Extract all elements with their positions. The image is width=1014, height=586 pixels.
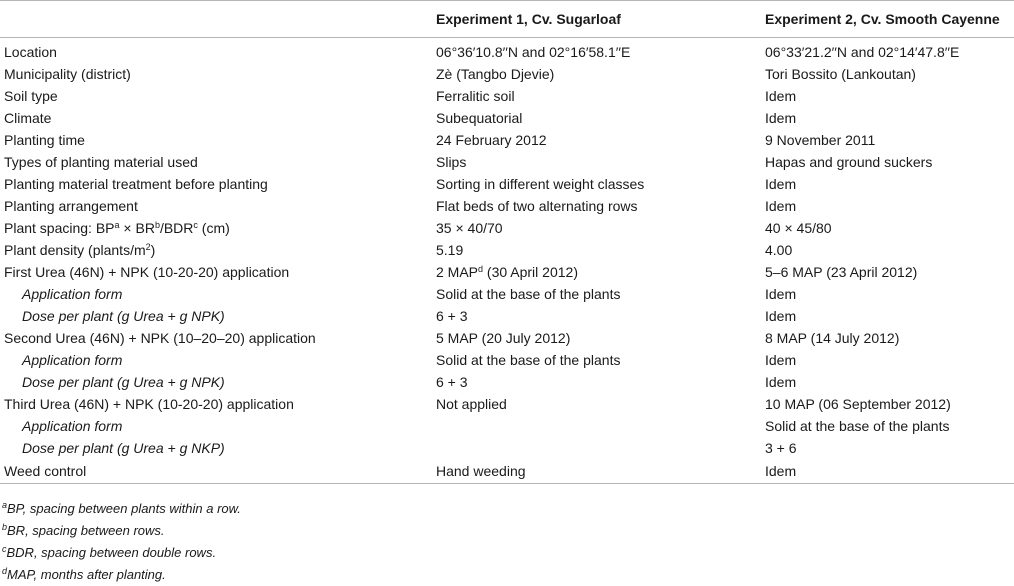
table-row-location	[0, 38, 1014, 64]
footnote-mark: b	[2, 522, 8, 532]
exp2-value: 9 November 2011	[765, 132, 876, 148]
table-row-climate	[0, 107, 1014, 129]
exp2-value: Idem	[765, 374, 797, 390]
footnote-mark: c	[193, 220, 198, 230]
footnote-mark: a	[2, 500, 8, 510]
exp1-value-part: 2 MAP	[436, 264, 479, 280]
footnote	[2, 498, 241, 520]
row-label: Dose per plant (g Urea + g NPK)	[22, 374, 225, 390]
exp1-value: Solid at the base of the plants	[436, 286, 621, 302]
row-label	[0, 239, 432, 261]
exp1-value: 6 + 3	[436, 374, 468, 390]
row-label-part: Plant spacing: BP	[4, 220, 115, 236]
header-empty-cell	[0, 1, 432, 38]
table-row-plant-density	[0, 239, 1014, 261]
exp1-value: Flat beds of two alternating rows	[436, 198, 638, 214]
table-header-row	[0, 1, 1014, 38]
table-row-dose-per-plant	[0, 305, 1014, 327]
table-row-third-application	[0, 393, 1014, 415]
row-label: Application form	[22, 418, 123, 434]
exp1-value: 35 × 40/70	[436, 220, 503, 236]
row-label-part: /BDR	[159, 220, 194, 236]
row-label: Soil type	[4, 88, 58, 104]
row-label-part: )	[150, 242, 156, 258]
row-label: Third Urea (46N) + NPK (10-20-20) application	[4, 396, 294, 412]
footnote	[2, 564, 241, 586]
exp1-value	[432, 437, 761, 459]
row-label: Types of planting material used	[4, 154, 198, 170]
exp1-value: Hand weeding	[432, 459, 761, 484]
exp1-value	[432, 261, 761, 283]
table-row-second-application	[0, 327, 1014, 349]
exp1-value-part: (30 April 2012)	[483, 264, 578, 280]
footnotes	[2, 498, 241, 586]
header-experiment-1: Experiment 1, Cv. Sugarloaf	[432, 1, 761, 38]
exp2-value: Idem	[765, 198, 797, 214]
footnote-text: MAP, months after planting.	[7, 567, 166, 582]
exp2-value: Idem	[765, 308, 797, 324]
exp2-value: 10 MAP (06 September 2012)	[765, 396, 951, 412]
exp1-value: 5.19	[436, 242, 464, 258]
table-row-first-application	[0, 261, 1014, 283]
footnote-text: BDR, spacing between double rows.	[6, 545, 217, 560]
table-row-plant-spacing	[0, 217, 1014, 239]
exp1-value: 6 + 3	[436, 308, 468, 324]
exp1-value: 5 MAP (20 July 2012)	[436, 330, 571, 346]
exp2-value: 4.00	[765, 242, 793, 258]
exp2-value: Idem	[765, 352, 797, 368]
row-label: Application form	[22, 352, 123, 368]
row-label: Climate	[4, 110, 52, 126]
exp2-value: Idem	[765, 176, 797, 192]
footnote	[2, 520, 241, 542]
footnote-mark: a	[114, 220, 120, 230]
exp1-value: Subequatorial	[436, 110, 523, 126]
footnote	[2, 542, 241, 564]
exp1-value: Not applied	[436, 396, 507, 412]
row-label: First Urea (46N) + NPK (10-20-20) application	[4, 264, 290, 280]
exp2-value: Hapas and ground suckers	[765, 154, 933, 170]
row-label: Planting time	[4, 132, 85, 148]
exp2-value: 06°33′21.2′′N and 02°14′47.8′′E	[765, 44, 960, 60]
table-row-planting-time	[0, 129, 1014, 151]
exp1-value: Solid at the base of the plants	[436, 352, 621, 368]
exp2-value: 40 × 45/80	[765, 220, 832, 236]
table-row-application-form	[0, 283, 1014, 305]
table-row-municipality	[0, 63, 1014, 85]
footnote-mark: d	[2, 566, 8, 576]
exp1-value: Zè (Tangbo Djevie)	[436, 66, 555, 82]
table-row-application-form	[0, 415, 1014, 437]
footnote-text: BP, spacing between plants within a row.	[7, 501, 241, 516]
exp1-value: Ferralitic soil	[436, 88, 515, 104]
header-experiment-2: Experiment 2, Cv. Smooth Cayenne	[761, 1, 1014, 38]
footnote-mark: d	[478, 264, 484, 274]
exp2-value: 8 MAP (14 July 2012)	[765, 330, 900, 346]
row-label: Application form	[22, 286, 123, 302]
table-row-soil-type	[0, 85, 1014, 107]
table-row-dose-per-plant	[0, 437, 1014, 459]
row-label-part: Plant density (plants/m	[4, 242, 146, 258]
row-label-part: × BR	[119, 220, 155, 236]
table-row-application-form	[0, 349, 1014, 371]
exp2-value: Idem	[761, 459, 1014, 484]
exp2-value: 5–6 MAP (23 April 2012)	[765, 264, 918, 280]
exp2-value: 3 + 6	[765, 440, 797, 456]
exp1-value: 24 February 2012	[436, 132, 547, 148]
footnote-text: BR, spacing between rows.	[7, 523, 165, 538]
exp1-value: Sorting in different weight classes	[436, 176, 645, 192]
footnote-mark: c	[2, 544, 7, 554]
row-label: Planting arrangement	[4, 198, 138, 214]
row-label: Second Urea (46N) + NPK (10–20–20) application	[4, 330, 316, 346]
footnote-mark: b	[154, 220, 160, 230]
table-row-planting-arrangement	[0, 195, 1014, 217]
exp2-value: Solid at the base of the plants	[765, 418, 950, 434]
exp2-value: Idem	[765, 110, 797, 126]
exp2-value: Idem	[765, 286, 797, 302]
table-row-planting-material	[0, 151, 1014, 173]
table-row-weed-control	[0, 459, 1014, 484]
row-label-part: (cm)	[197, 220, 230, 236]
row-label: Weed control	[0, 459, 432, 484]
exp1-value	[432, 415, 761, 437]
table-row-material-treatment	[0, 173, 1014, 195]
row-label: Dose per plant (g Urea + g NPK)	[22, 308, 225, 324]
row-label: Location	[4, 44, 57, 60]
exp1-value: 06°36′10.8′′N and 02°16′58.1′′E	[436, 44, 631, 60]
row-label: Dose per plant (g Urea + g NKP)	[22, 440, 225, 456]
row-label	[0, 217, 432, 239]
exp2-value: Tori Bossito (Lankoutan)	[765, 66, 916, 82]
row-label: Municipality (district)	[4, 66, 131, 82]
table-row-dose-per-plant	[0, 371, 1014, 393]
exp2-value: Idem	[765, 88, 797, 104]
row-label: Planting material treatment before planting	[4, 176, 268, 192]
exp1-value: Slips	[436, 154, 467, 170]
superscript: 2	[145, 242, 151, 252]
